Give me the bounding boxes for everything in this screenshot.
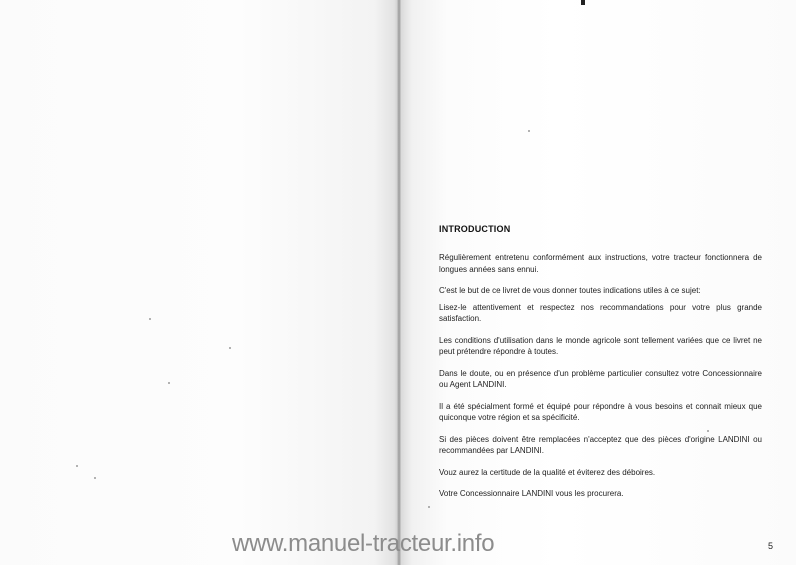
paper-speck: [168, 382, 170, 384]
section-heading: INTRODUCTION: [439, 224, 511, 234]
paper-speck: [528, 130, 530, 132]
paper-speck: [76, 465, 78, 467]
paragraph: C'est le but de ce livret de vous donner toutes indications utiles à ce sujet:: [439, 286, 701, 295]
paper-speck: [149, 318, 151, 320]
paragraph: Régulièrement entretenu conformément aux instructions, votre tracteur fonctionnera de longues années sans ennui.: [439, 253, 762, 274]
paragraph: Votre Concessionnaire LANDINI vous les procurera.: [439, 489, 624, 498]
top-edge-mark: [581, 0, 585, 5]
paragraph: Dans le doute, ou en présence d'un problème particulier consultez votre Concessionnaire ou Agent LANDINI.: [439, 368, 762, 389]
paragraph: Les conditions d'utilisation dans le monde agricole sont tellement variées que ce livret ne peut prétendre répondre à toutes.: [439, 335, 762, 356]
paragraph: Si des pièces doivent être remplacées n'acceptez que des pièces d'origine LANDINI ou recommandées par LANDINI.: [439, 434, 762, 455]
paper-speck: [229, 347, 231, 349]
introduction-body: [439, 252, 762, 510]
paragraph: Lisez-le attentivement et respectez nos recommandations pour votre plus grande satisfaction.: [439, 302, 762, 323]
paper-speck: [428, 506, 430, 508]
paragraph: Vouz aurez la certitude de la qualité et éviterez des déboires.: [439, 467, 656, 477]
page-number: 5: [768, 541, 774, 551]
paragraph: Il a été spécialment formé et équipé pour répondre à vous besoins et connait mieux que quiconque votre région et sa spécificité.: [439, 401, 762, 422]
paper-speck: [94, 477, 96, 479]
book-gutter: [397, 0, 401, 565]
website-watermark: www.manuel-tracteur.info: [232, 530, 495, 557]
